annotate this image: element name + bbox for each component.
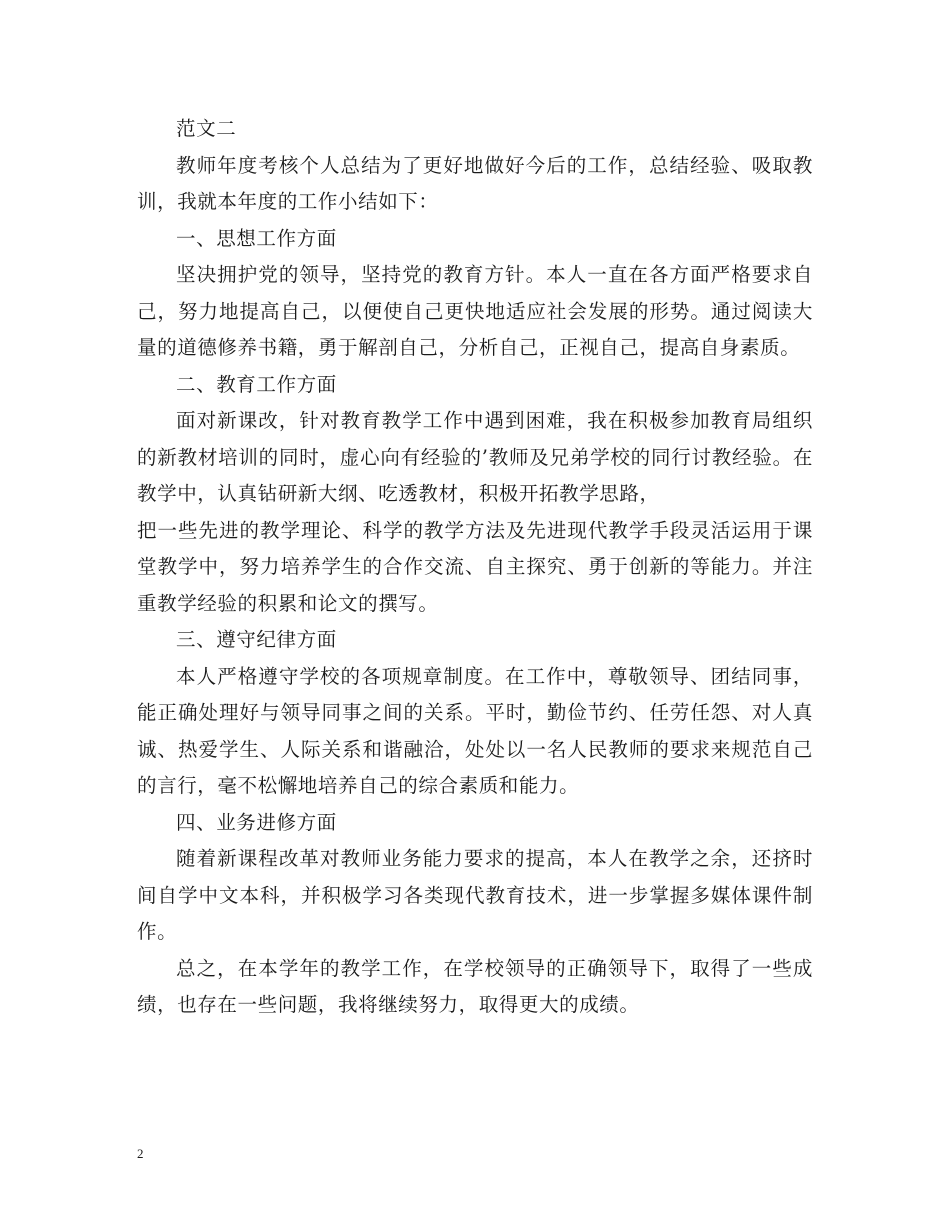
paragraph-conclusion: 总之，在本学年的教学工作，在学校领导的正确领导下，取得了一些成绩，也存在一些问题，我将继续努力，取得更大的成绩。: [137, 956, 813, 1016]
document-body: [137, 111, 813, 1024]
section-title: 范文二: [176, 117, 237, 140]
section-heading-4: 四、业务进修方面: [176, 810, 337, 834]
intro-paragraph: 教师年度考核个人总结为了更好地做好今后的工作，总结经验、吸取教训，我就本年度的工作小结如下：: [137, 153, 813, 213]
paragraph-education-1: 面对新课改，针对教育教学工作中遇到困难，我在积极参加教育局组织的新教材培训的同时，虚心向有经验的’教师及兄弟学校的同行讨教经验。在教学中，认真钻研新大纲、吃透教材，积极开拓教学思路，: [137, 409, 813, 505]
section-heading-3: 三、遵守纪律方面: [176, 628, 337, 651]
section-heading-2: 二、教育工作方面: [176, 372, 337, 396]
page-number: 2: [137, 1146, 144, 1161]
paragraph-education-2: 把一些先进的教学理论、科学的教学方法及先进现代教学手段灵活运用于课堂教学中，努力培养学生的合作交流、自主探究、勇于创新的等能力。并注重教学经验的积累和论文的撰写。: [137, 518, 813, 615]
section-heading-1: 一、思想工作方面: [176, 226, 337, 250]
paragraph-professional-study: 随着新课程改革对教师业务能力要求的提高，本人在教学之余，还挤时间自学中文本科，并积极学习各类现代教育技术，进一步掌握多媒体课件制作。: [137, 847, 813, 943]
paragraph-discipline: 本人严格遵守学校的各项规章制度。在工作中，尊敬领导、团结同事，能正确处理好与领导同事之间的关系。平时，勤俭节约、任劳任怨、对人真诚、热爱学生、人际关系和谐融洽，处处以一名人民教师的要求来规范自己的言行，毫不松懈地培养自己的综合素质和能力。: [137, 664, 813, 797]
paragraph-ideology: 坚决拥护党的领导，坚持党的教育方针。本人一直在各方面严格要求自己，努力地提高自己，以便使自己更快地适应社会发展的形势。通过阅读大量的道德修养书籍，勇于解剖自己，分析自己，正视自己，提高自身素质。: [137, 263, 813, 359]
